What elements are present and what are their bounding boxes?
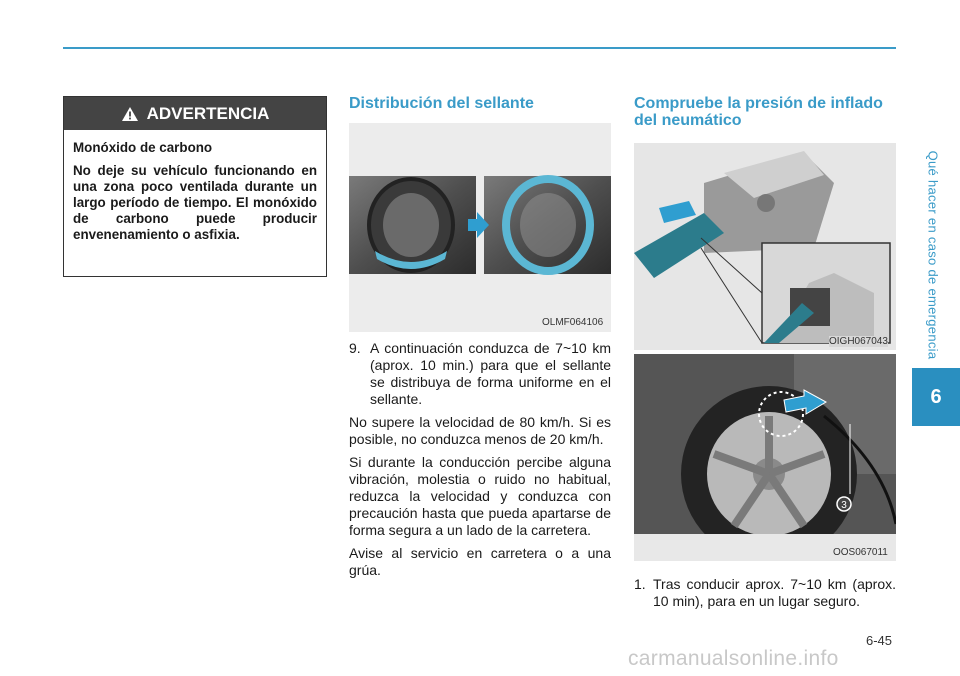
pressure-text [634,576,896,616]
figure-code: OLMF064106 [542,317,604,328]
paragraph-service: Avise al servicio en carretera o a una grúa. [349,545,611,578]
pressure-heading: Compruebe la presión de inflado del neumático [634,95,883,129]
sealant-figure [349,123,611,332]
step-text: Tras conducir aprox. 7~10 km (aprox. 10 min), para en un lugar seguro. [653,576,896,609]
warning-text: No deje su vehículo funcionando en una zona poco ventilada durante un largo período de tiempo. El monóxido de carbono puede producir envenenamiento o asfixia. [73,163,317,242]
compressor-figure [634,143,896,350]
warning-label: ADVERTENCIA [146,103,270,123]
page-number: 6-45 [866,633,893,648]
step-number: 1. [634,576,646,592]
chapter-title-text: Qué hacer en caso de emergencia [925,150,941,360]
chapter-title [921,140,945,370]
figure-code: OIGH067043 [829,336,888,347]
sealant-text [349,340,611,585]
sealant-tire-illustration [349,123,611,332]
wheel-illustration [634,354,896,561]
step-number: 9. [349,340,361,356]
compressor-illustration [634,143,896,350]
warning-header [64,97,326,130]
warning-triangle-icon [121,106,139,122]
warning-subtitle: Monóxido de carbono [73,140,213,155]
wheel-figure [634,354,896,561]
sealant-heading: Distribución del sellante [349,95,534,112]
chapter-tab[interactable]: 6 [912,368,960,426]
top-rule [63,47,896,49]
watermark: carmanualsonline.info [628,647,839,670]
paragraph-vibration: Si durante la conducción percibe alguna vibración, molestia o ruido no habitual, reduzca la velocidad y conduzca con precaución hasta que pueda apartarse de forma segura a un lado de la carretera. [349,454,611,538]
step-1 [634,576,896,610]
figure-code: OOS067011 [833,547,888,558]
paragraph-speed: No supere la velocidad de 80 km/h. Si es posible, no conduzca menos de 20 km/h. [349,414,611,447]
callout-number: 3 [841,500,847,511]
step-9 [349,340,611,408]
warning-box [63,96,327,277]
step-text: A continuación conduzca de 7~10 km (aprox. 10 min.) para que el sellante se distribuya de forma uniforme en el sellante. [370,340,611,407]
